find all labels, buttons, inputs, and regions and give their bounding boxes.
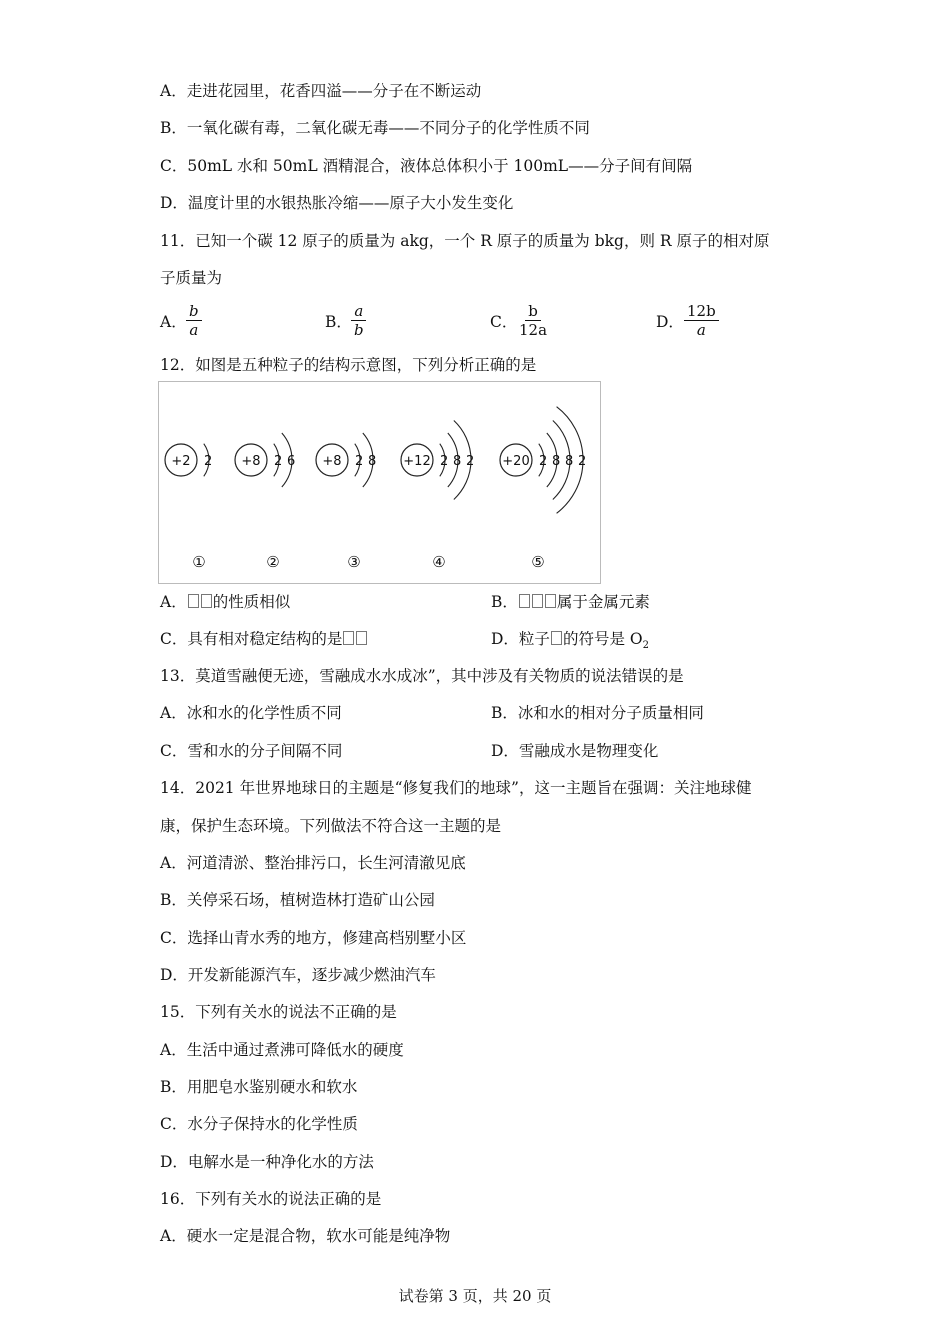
q11-option-a-numerator: b [186,302,202,321]
q14-option-d: D．开发新能源汽车，逐步减少燃油汽车 [160,966,436,984]
electron-count: 2 [539,454,548,469]
electron-count: 2 [204,454,213,469]
unrendered-glyph-box [343,631,354,645]
q12-option-a [160,592,290,612]
q15-option-a: A．生活中通过煮沸可降低水的硬度 [160,1041,404,1059]
page-footer: 试卷第 3 页，共 20 页 [398,1287,552,1305]
electron-count: 8 [368,454,377,469]
q11-option-d-fraction [684,302,719,339]
q11-option-b-denominator: b [354,321,364,339]
q11-option-d-denominator: a [696,321,706,339]
q12-option-a-label: A． [160,593,187,611]
nucleus-charge: +8 [241,454,261,469]
q14-option-a: A．河道清淤、整治排污口，长生河清澈见底 [160,854,466,872]
q12-option-d-label: D．粒子 [491,630,550,648]
q11-option-d-label: D． [656,313,684,331]
q12-option-b [491,592,650,612]
particle-label: ③ [347,553,361,571]
particle-structure-diagram [158,381,601,584]
q11-option-c-label: C． [490,313,518,331]
q11-option-a-denominator: a [189,321,199,339]
electron-count: 2 [440,454,449,469]
q12-option-d-text: 的符号是 O [562,630,643,648]
q12-option-a-text: 的性质相似 [212,593,291,611]
q11-option-b-label: B． [325,313,352,331]
q12-option-c-text: C．具有相对稳定结构的是 [160,630,343,648]
q14-stem-line2: 康，保护生态环境。下列做法不符合这一主题的是 [160,817,502,835]
q12-option-b-text: 属于金属元素 [556,593,650,611]
q14-option-c: C．选择山青水秀的地方，修建高档别墅小区 [160,929,467,947]
unrendered-glyph-box [519,594,530,608]
q12-stem: 12．如图是五种粒子的结构示意图，下列分析正确的是 [160,356,537,374]
q16-stem: 16．下列有关水的说法正确的是 [160,1190,382,1208]
q11-option-a-fraction [186,302,202,339]
q15-option-b: B．用肥皂水鉴别硬水和软水 [160,1078,358,1096]
q11-option-a-label: A． [160,313,187,331]
q11-option-b-numerator: a [351,302,366,321]
nucleus-charge: +2 [171,454,191,469]
electron-count: 8 [552,454,561,469]
q15-stem: 15．下列有关水的说法不正确的是 [160,1003,397,1021]
particle-label: ① [192,553,206,571]
particle-label: ② [266,553,280,571]
q10-option-b: B．一氧化碳有毒，二氧化碳无毒——不同分子的化学性质不同 [160,119,590,137]
electron-count: 8 [453,454,462,469]
electron-count: 6 [287,454,296,469]
q10-option-a: A．走进花园里，花香四溢——分子在不断运动 [160,82,482,100]
q12-option-d [491,629,649,656]
q13-stem: 13．莫道雪融便无迹，雪融成水水成冰”，其中涉及有关物质的说法错误的是 [160,667,684,685]
q15-option-c: C．水分子保持水的化学性质 [160,1115,358,1133]
q11-stem-line2: 子质量为 [160,269,223,287]
q12-option-d-subscript: 2 [642,640,649,652]
electron-count: 2 [466,454,475,469]
unrendered-glyph-box [532,594,543,608]
q10-option-c: C．50mL 水和 50mL 酒精混合，液体总体积小于 100mL——分子间有间隔 [160,157,693,175]
q14-option-b: B．关停采石场，植树造林打造矿山公园 [160,891,435,909]
q12-option-b-label: B． [491,593,518,611]
electron-count: 8 [565,454,574,469]
particle-label: ⑤ [531,553,545,571]
nucleus-charge: +20 [502,454,530,469]
particle-diagram-svg [159,382,600,583]
q13-option-b: B．冰和水的相对分子质量相同 [491,704,704,722]
q11-option-b-fraction [351,302,367,339]
q13-option-d: D．雪融成水是物理变化 [491,742,659,760]
electron-count: 2 [274,454,283,469]
particle-label: ④ [432,553,446,571]
unrendered-glyph-box [188,594,199,608]
nucleus-charge: +12 [403,454,431,469]
unrendered-glyph-box [356,631,367,645]
electron-count: 2 [578,454,587,469]
q13-option-a: A．冰和水的化学性质不同 [160,704,342,722]
q13-option-c: C．雪和水的分子间隔不同 [160,742,343,760]
q11-option-c-fraction [516,302,550,339]
q15-option-d: D．电解水是一种净化水的方法 [160,1153,374,1171]
unrendered-glyph-box [545,594,556,608]
q11-option-d-numerator: 12b [684,302,719,321]
q11-option-c-numerator: b [525,302,541,321]
electron-count: 2 [355,454,364,469]
q12-option-c [160,629,368,649]
q11-stem-line1: 11．已知一个碳 12 原子的质量为 akg，一个 R 原子的质量为 bkg，则 R 原子的相对原 [160,232,770,250]
q16-option-a: A．硬水一定是混合物，软水可能是纯净物 [160,1227,451,1245]
q10-option-d: D．温度计里的水银热胀冷缩——原子大小发生变化 [160,194,514,212]
q14-stem-line1: 14．2021 年世界地球日的主题是“修复我们的地球”，这一主题旨在强调：关注地球健 [160,779,752,797]
nucleus-charge: +8 [322,454,342,469]
unrendered-glyph-box [551,631,562,645]
q11-option-c-denominator: 12a [519,321,548,339]
unrendered-glyph-box [201,594,212,608]
